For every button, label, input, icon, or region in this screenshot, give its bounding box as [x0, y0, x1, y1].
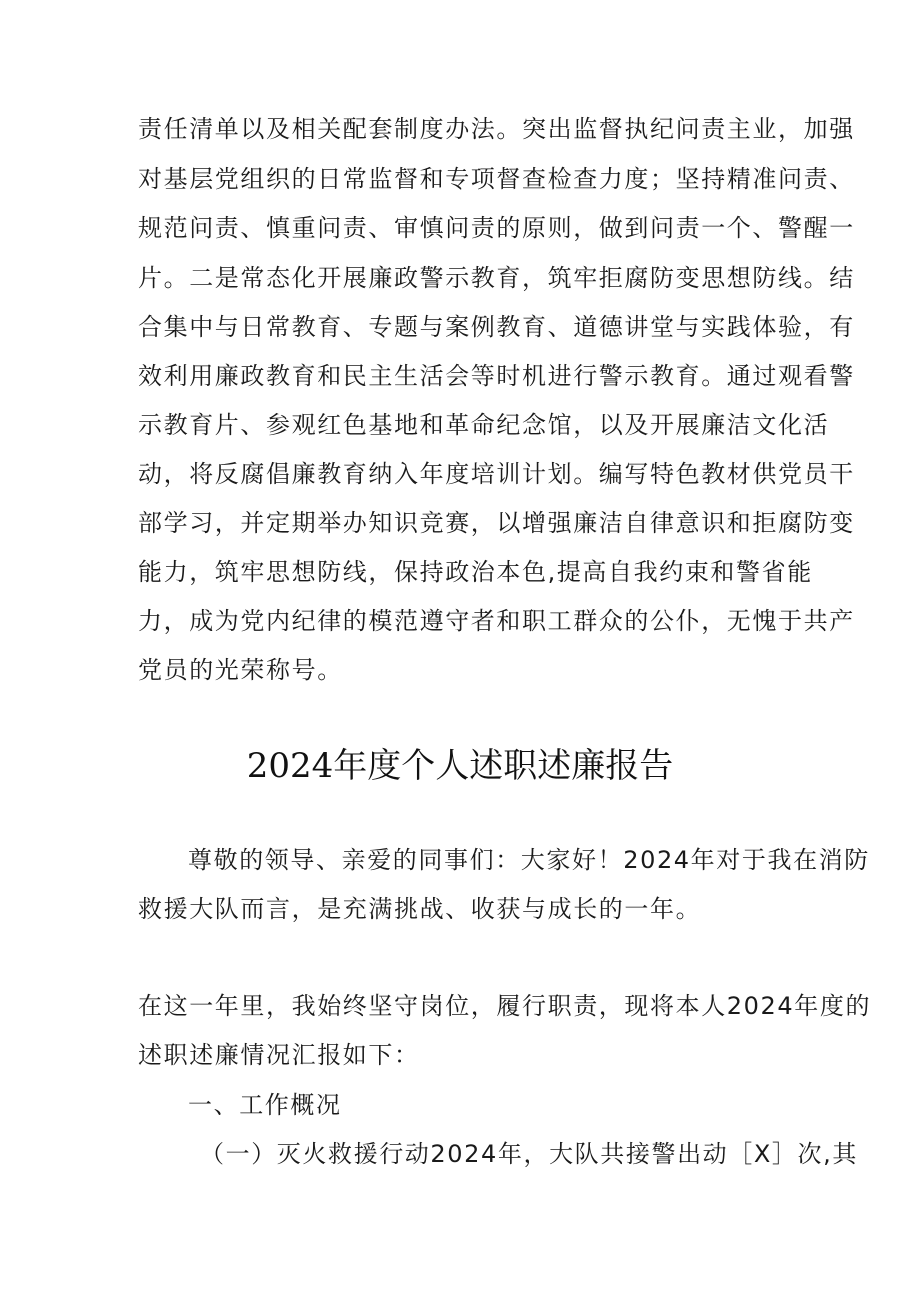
greeting-line: 救援大队而言，是充满挑战、收获与成长的一年。: [138, 895, 702, 923]
body-text-line: 对基层党组织的日常监督和专项督查检查力度；坚持精准问责、: [138, 165, 855, 193]
body-text-line: 责任清单以及相关配套制度办法。突出监督执纪问责主业，加强: [138, 115, 855, 143]
body-text-line: 示教育片、参观红色基地和革命纪念馆，以及开展廉洁文化活: [138, 411, 830, 439]
body-text-line: 合集中与日常教育、专题与案例教育、道德讲堂与实践体验，有: [138, 313, 855, 341]
body-text-line: 力，成为党内纪律的模范遵守者和职工群众的公仆，无愧于共产: [138, 607, 855, 635]
body-text-line: 效利用廉政教育和民主生活会等时机进行警示教育。通过观看警: [138, 362, 855, 390]
subsection-line: （一）灭火救援行动2024年，大队共接警出动［X］次,其: [200, 1140, 858, 1168]
intro-line: 在这一年里，我始终坚守岗位，履行职责，现将本人2024年度的: [138, 992, 872, 1020]
body-text-line: 动，将反腐倡廉教育纳入年度培训计划。编写特色教材供党员干: [138, 460, 855, 488]
report-title: 2024年度个人述职述廉报告: [246, 746, 674, 786]
section-heading: 一、工作概况: [188, 1091, 342, 1119]
body-text-line: 部学习，并定期举办知识竞赛，以增强廉洁自律意识和拒腐防变: [138, 509, 855, 537]
intro-line: 述职述廉情况汇报如下：: [138, 1041, 420, 1069]
body-text-line: 能力，筑牢思想防线，保持政治本色,提高自我约束和警省能: [138, 558, 813, 586]
body-text-line: 片。二是常态化开展廉政警示教育，筑牢拒腐防变思想防线。结: [138, 264, 855, 292]
greeting-line: 尊敬的领导、亲爱的同事们：大家好！2024年对于我在消防: [188, 846, 870, 874]
body-text-line: 党员的光荣称号。: [138, 656, 343, 684]
body-text-line: 规范问责、慎重问责、审慎问责的原则，做到问责一个、警醒一: [138, 214, 855, 242]
